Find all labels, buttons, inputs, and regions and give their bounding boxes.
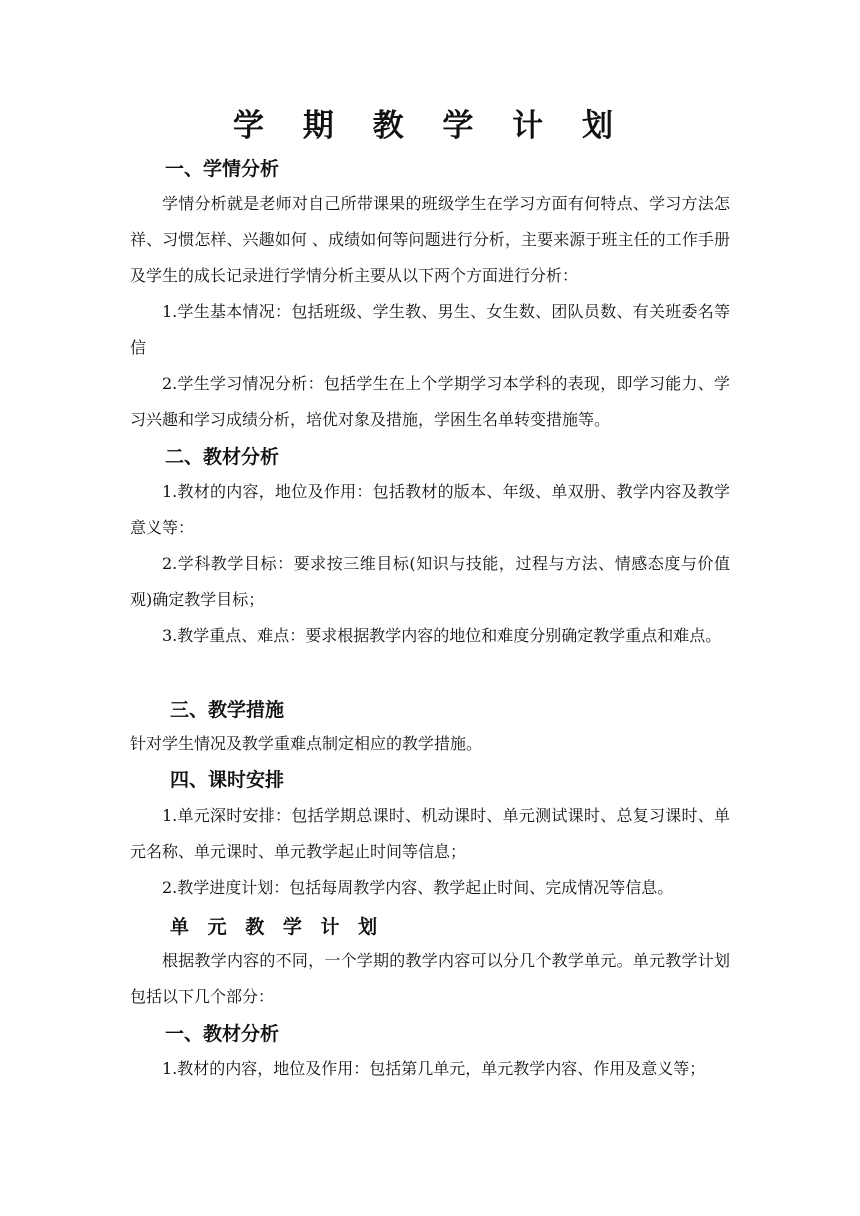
paragraph: 2.教学进度计划：包括每周教学内容、教学起止时间、完成情况等信息。 — [162, 878, 674, 897]
paragraph: 2.学科教学目标：要求按三维目标(知识与技能，过程与方法、情感态度与价值观)确定教学目标； — [130, 554, 730, 609]
paragraph: 根据教学内容的不同，一个学期的教学内容可以分几个教学单元。单元教学计划包括以下几个部分： — [130, 951, 730, 1006]
paragraph: 2.学生学习情况分析：包括学生在上个学期学习本学科的表现，即学习能力、学习兴趣和学习成绩分析，培优对象及措施，学困生名单转变措施等。 — [130, 374, 730, 429]
paragraph: 1.单元深时安排：包括学期总课时、机动课时、单元测试课时、总复习课时、单元名称、单元课时、单元教学起止时间等信息； — [130, 806, 730, 861]
section-heading-student-analysis: 一、学情分析 — [165, 158, 280, 180]
paragraph: 3.教学重点、难点：要求根据教学内容的地位和难度分别确定教学重点和难点。 — [162, 626, 722, 645]
section-heading-textbook-analysis: 二、教材分析 — [165, 446, 280, 468]
paragraph: 1.教材的内容，地位及作用：包括第几单元，单元教学内容、作用及意义等； — [162, 1059, 706, 1078]
document-title: 学 期 教 学 计 划 — [233, 108, 627, 144]
section-heading-unit-plan: 单 元 教 学 计 划 — [170, 916, 384, 938]
paragraph: 针对学生情况及教学重难点制定相应的教学措施。 — [130, 734, 483, 753]
paragraph: 1.教材的内容，地位及作用：包括教材的版本、年级、单双册、教学内容及教学意义等： — [130, 482, 730, 537]
section-heading-teaching-measures: 三、教学措施 — [170, 699, 285, 721]
section-heading-unit-textbook-analysis: 一、教材分析 — [165, 1023, 280, 1045]
paragraph: 1.学生基本情况：包括班级、学生教、男生、女生数、团队员数、有关班委名等信 — [130, 302, 730, 357]
section-heading-class-hours: 四、课时安排 — [170, 769, 285, 791]
paragraph: 学情分析就是老师对自己所带课果的班级学生在学习方面有何特点、学习方法怎祥、习惯怎样、兴趣如何 、成绩如何等问题进行分析，主要来源于班主任的工作手册及学生的成长记录进行学情分析主要从以下两个方面进行分析： — [130, 194, 730, 285]
